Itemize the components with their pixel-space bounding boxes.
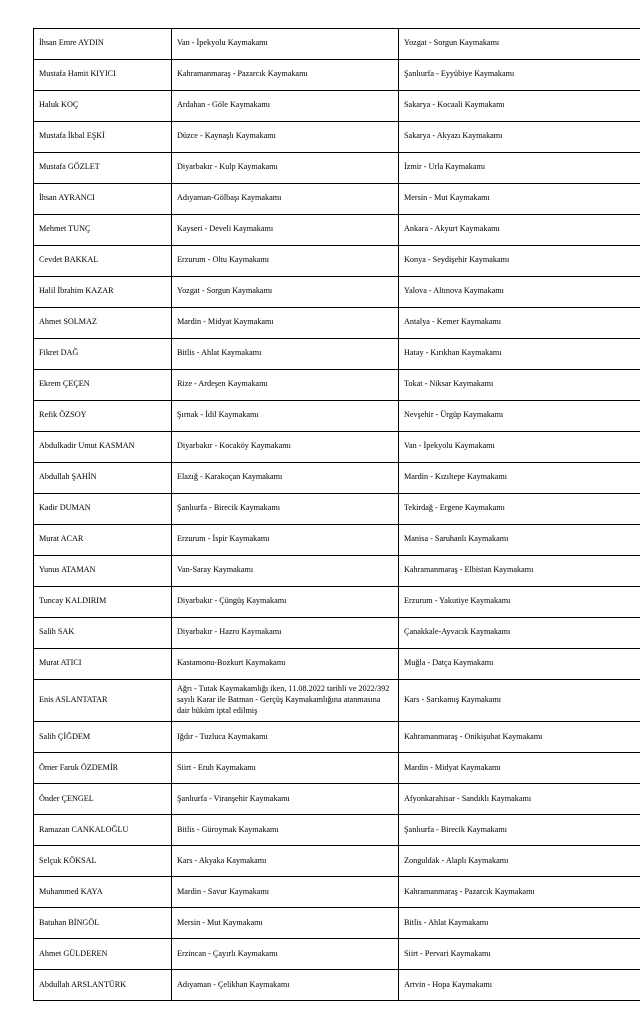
table-row xyxy=(34,939,640,970)
cell-name: Muhammed KAYA xyxy=(34,877,172,908)
cell-name: Abdullah ARSLANTÜRK xyxy=(34,970,172,1001)
cell-name: Ömer Faruk ÖZDEMİR xyxy=(34,753,172,784)
cell-from-post: Ağrı - Tutak Kaymakamlığı iken, 11.08.2022 tarihli ve 2022/392 sayılı Karar ile Batman - Gerçüş Kaymakamlığına atanmasına dair hüküm iptal edilmiş xyxy=(172,680,399,722)
cell-from-post: Kastamonu-Bozkurt Kaymakamı xyxy=(172,649,399,680)
cell-name: Batuhan BİNGÖL xyxy=(34,908,172,939)
table-row xyxy=(34,432,640,463)
cell-to-post: Manisa - Saruhanlı Kaymakamı xyxy=(399,525,640,556)
cell-from-post: Bitlis - Güroymak Kaymakamı xyxy=(172,815,399,846)
table-row xyxy=(34,970,640,1001)
table-row xyxy=(34,370,640,401)
cell-to-post: Zonguldak - Alaplı Kaymakamı xyxy=(399,846,640,877)
cell-to-post: Kahramanmaraş - Onikişubat Kaymakamı xyxy=(399,722,640,753)
cell-to-post: Kahramanmaraş - Pazarcık Kaymakamı xyxy=(399,877,640,908)
cell-from-post: Diyarbakır - Kulp Kaymakamı xyxy=(172,153,399,184)
cell-to-post: Yozgat - Sorgun Kaymakamı xyxy=(399,29,640,60)
cell-name: İhsan Emre AYDIN xyxy=(34,29,172,60)
cell-from-post: Diyarbakır - Kocaköy Kaymakamı xyxy=(172,432,399,463)
table-row xyxy=(34,525,640,556)
cell-to-post: Mersin - Mut Kaymakamı xyxy=(399,184,640,215)
table-row xyxy=(34,215,640,246)
table-row xyxy=(34,753,640,784)
cell-to-post: Tokat - Niksar Kaymakamı xyxy=(399,370,640,401)
cell-from-post: Adıyaman - Çelikhan Kaymakamı xyxy=(172,970,399,1001)
cell-to-post: Sakarya - Kocaali Kaymakamı xyxy=(399,91,640,122)
cell-name: Mustafa Hamit KIYICI xyxy=(34,60,172,91)
table-row xyxy=(34,649,640,680)
appointments-table-body xyxy=(34,29,640,1001)
table-row xyxy=(34,60,640,91)
cell-name: Ramazan CANKALOĞLU xyxy=(34,815,172,846)
table-row xyxy=(34,680,640,722)
table-row xyxy=(34,463,640,494)
cell-to-post: Kars - Sarıkamış Kaymakamı xyxy=(399,680,640,722)
cell-from-post: Erzincan - Çayırlı Kaymakamı xyxy=(172,939,399,970)
cell-to-post: Nevşehir - Ürgüp Kaymakamı xyxy=(399,401,640,432)
table-row xyxy=(34,122,640,153)
cell-to-post: Konya - Seydişehir Kaymakamı xyxy=(399,246,640,277)
table-row xyxy=(34,846,640,877)
cell-from-post: Siirt - Eruh Kaymakamı xyxy=(172,753,399,784)
cell-from-post: Düzce - Kaynaşlı Kaymakamı xyxy=(172,122,399,153)
table-row xyxy=(34,877,640,908)
cell-from-post: Adıyaman-Gölbaşı Kaymakamı xyxy=(172,184,399,215)
table-row xyxy=(34,815,640,846)
cell-to-post: Bitlis - Ahlat Kaymakamı xyxy=(399,908,640,939)
cell-to-post: Tekirdağ - Ergene Kaymakamı xyxy=(399,494,640,525)
cell-from-post: Şanlıurfa - Viranşehir Kaymakamı xyxy=(172,784,399,815)
cell-to-post: Muğla - Datça Kaymakamı xyxy=(399,649,640,680)
cell-from-post: Van - İpekyolu Kaymakamı xyxy=(172,29,399,60)
cell-from-post: Rize - Ardeşen Kaymakamı xyxy=(172,370,399,401)
cell-to-post: Siirt - Pervari Kaymakamı xyxy=(399,939,640,970)
cell-name: Mustafa GÖZLET xyxy=(34,153,172,184)
table-row xyxy=(34,556,640,587)
cell-to-post: Artvin - Hopa Kaymakamı xyxy=(399,970,640,1001)
table-row xyxy=(34,308,640,339)
cell-to-post: Mardin - Midyat Kaymakamı xyxy=(399,753,640,784)
cell-name: Abdulkadir Umut KASMAN xyxy=(34,432,172,463)
cell-from-post: Diyarbakır - Çüngüş Kaymakamı xyxy=(172,587,399,618)
cell-name: Mustafa İkbal EŞKİ xyxy=(34,122,172,153)
table-row xyxy=(34,246,640,277)
cell-to-post: Sakarya - Akyazı Kaymakamı xyxy=(399,122,640,153)
cell-name: Salih ÇİĞDEM xyxy=(34,722,172,753)
cell-name: Haluk KOÇ xyxy=(34,91,172,122)
cell-to-post: Van - İpekyolu Kaymakamı xyxy=(399,432,640,463)
cell-from-post: Kahramanmaraş - Pazarcık Kaymakamı xyxy=(172,60,399,91)
table-row xyxy=(34,91,640,122)
table-row xyxy=(34,184,640,215)
cell-name: Abdullah ŞAHİN xyxy=(34,463,172,494)
cell-to-post: Şanlıurfa - Eyyübiye Kaymakamı xyxy=(399,60,640,91)
cell-name: Halil İbrahim KAZAR xyxy=(34,277,172,308)
cell-from-post: Erzurum - İspir Kaymakamı xyxy=(172,525,399,556)
cell-to-post: Ankara - Akyurt Kaymakamı xyxy=(399,215,640,246)
cell-name: Cevdet BAKKAL xyxy=(34,246,172,277)
table-row xyxy=(34,29,640,60)
cell-from-post: Elazığ - Karakoçan Kaymakamı xyxy=(172,463,399,494)
cell-name: Ekrem ÇEÇEN xyxy=(34,370,172,401)
cell-name: Ahmet GÜLDEREN xyxy=(34,939,172,970)
cell-to-post: Kahramanmaraş - Elbistan Kaymakamı xyxy=(399,556,640,587)
table-row xyxy=(34,153,640,184)
cell-to-post: Hatay - Kırıkhan Kaymakamı xyxy=(399,339,640,370)
table-row xyxy=(34,722,640,753)
cell-from-post: Mersin - Mut Kaymakamı xyxy=(172,908,399,939)
cell-from-post: Bitlis - Ahlat Kaymakamı xyxy=(172,339,399,370)
table-row xyxy=(34,618,640,649)
cell-to-post: Afyonkarahisar - Sandıklı Kaymakamı xyxy=(399,784,640,815)
table-row xyxy=(34,339,640,370)
cell-from-post: Yozgat - Sorgun Kaymakamı xyxy=(172,277,399,308)
cell-name: Tuncay KALDIRIM xyxy=(34,587,172,618)
cell-from-post: Mardin - Savur Kaymakamı xyxy=(172,877,399,908)
cell-to-post: İzmir - Urla Kaymakamı xyxy=(399,153,640,184)
cell-to-post: Erzurum - Yakutiye Kaymakamı xyxy=(399,587,640,618)
cell-name: Salih SAK xyxy=(34,618,172,649)
cell-from-post: Kars - Akyaka Kaymakamı xyxy=(172,846,399,877)
appointments-table xyxy=(33,28,640,1001)
table-row xyxy=(34,908,640,939)
cell-name: Yunus ATAMAN xyxy=(34,556,172,587)
cell-to-post: Antalya - Kemer Kaymakamı xyxy=(399,308,640,339)
cell-to-post: Mardin - Kızıltepe Kaymakamı xyxy=(399,463,640,494)
cell-name: Fikret DAĞ xyxy=(34,339,172,370)
cell-name: Önder ÇENGEL xyxy=(34,784,172,815)
cell-to-post: Yalova - Altınova Kaymakamı xyxy=(399,277,640,308)
cell-name: İhsan AYRANCI xyxy=(34,184,172,215)
table-row xyxy=(34,494,640,525)
cell-name: Enis ASLANTATAR xyxy=(34,680,172,722)
cell-name: Selçuk KÖKSAL xyxy=(34,846,172,877)
cell-from-post: Şırnak - İdil Kaymakamı xyxy=(172,401,399,432)
table-row xyxy=(34,401,640,432)
cell-name: Mehmet TUNÇ xyxy=(34,215,172,246)
cell-name: Kadir DUMAN xyxy=(34,494,172,525)
cell-from-post: Şanlıurfa - Birecik Kaymakamı xyxy=(172,494,399,525)
cell-from-post: Iğdır - Tuzluca Kaymakamı xyxy=(172,722,399,753)
table-row xyxy=(34,784,640,815)
cell-from-post: Diyarbakır - Hazro Kaymakamı xyxy=(172,618,399,649)
table-row xyxy=(34,587,640,618)
cell-name: Ahmet SOLMAZ xyxy=(34,308,172,339)
cell-name: Murat ATICI xyxy=(34,649,172,680)
cell-to-post: Çanakkale-Ayvacık Kaymakamı xyxy=(399,618,640,649)
cell-name: Refik ÖZSOY xyxy=(34,401,172,432)
table-row xyxy=(34,277,640,308)
cell-from-post: Ardahan - Göle Kaymakamı xyxy=(172,91,399,122)
cell-name: Murat ACAR xyxy=(34,525,172,556)
cell-to-post: Şanlıurfa - Birecik Kaymakamı xyxy=(399,815,640,846)
cell-from-post: Van-Saray Kaymakamı xyxy=(172,556,399,587)
cell-from-post: Kayseri - Develi Kaymakamı xyxy=(172,215,399,246)
cell-from-post: Erzurum - Oltu Kaymakamı xyxy=(172,246,399,277)
cell-from-post: Mardin - Midyat Kaymakamı xyxy=(172,308,399,339)
